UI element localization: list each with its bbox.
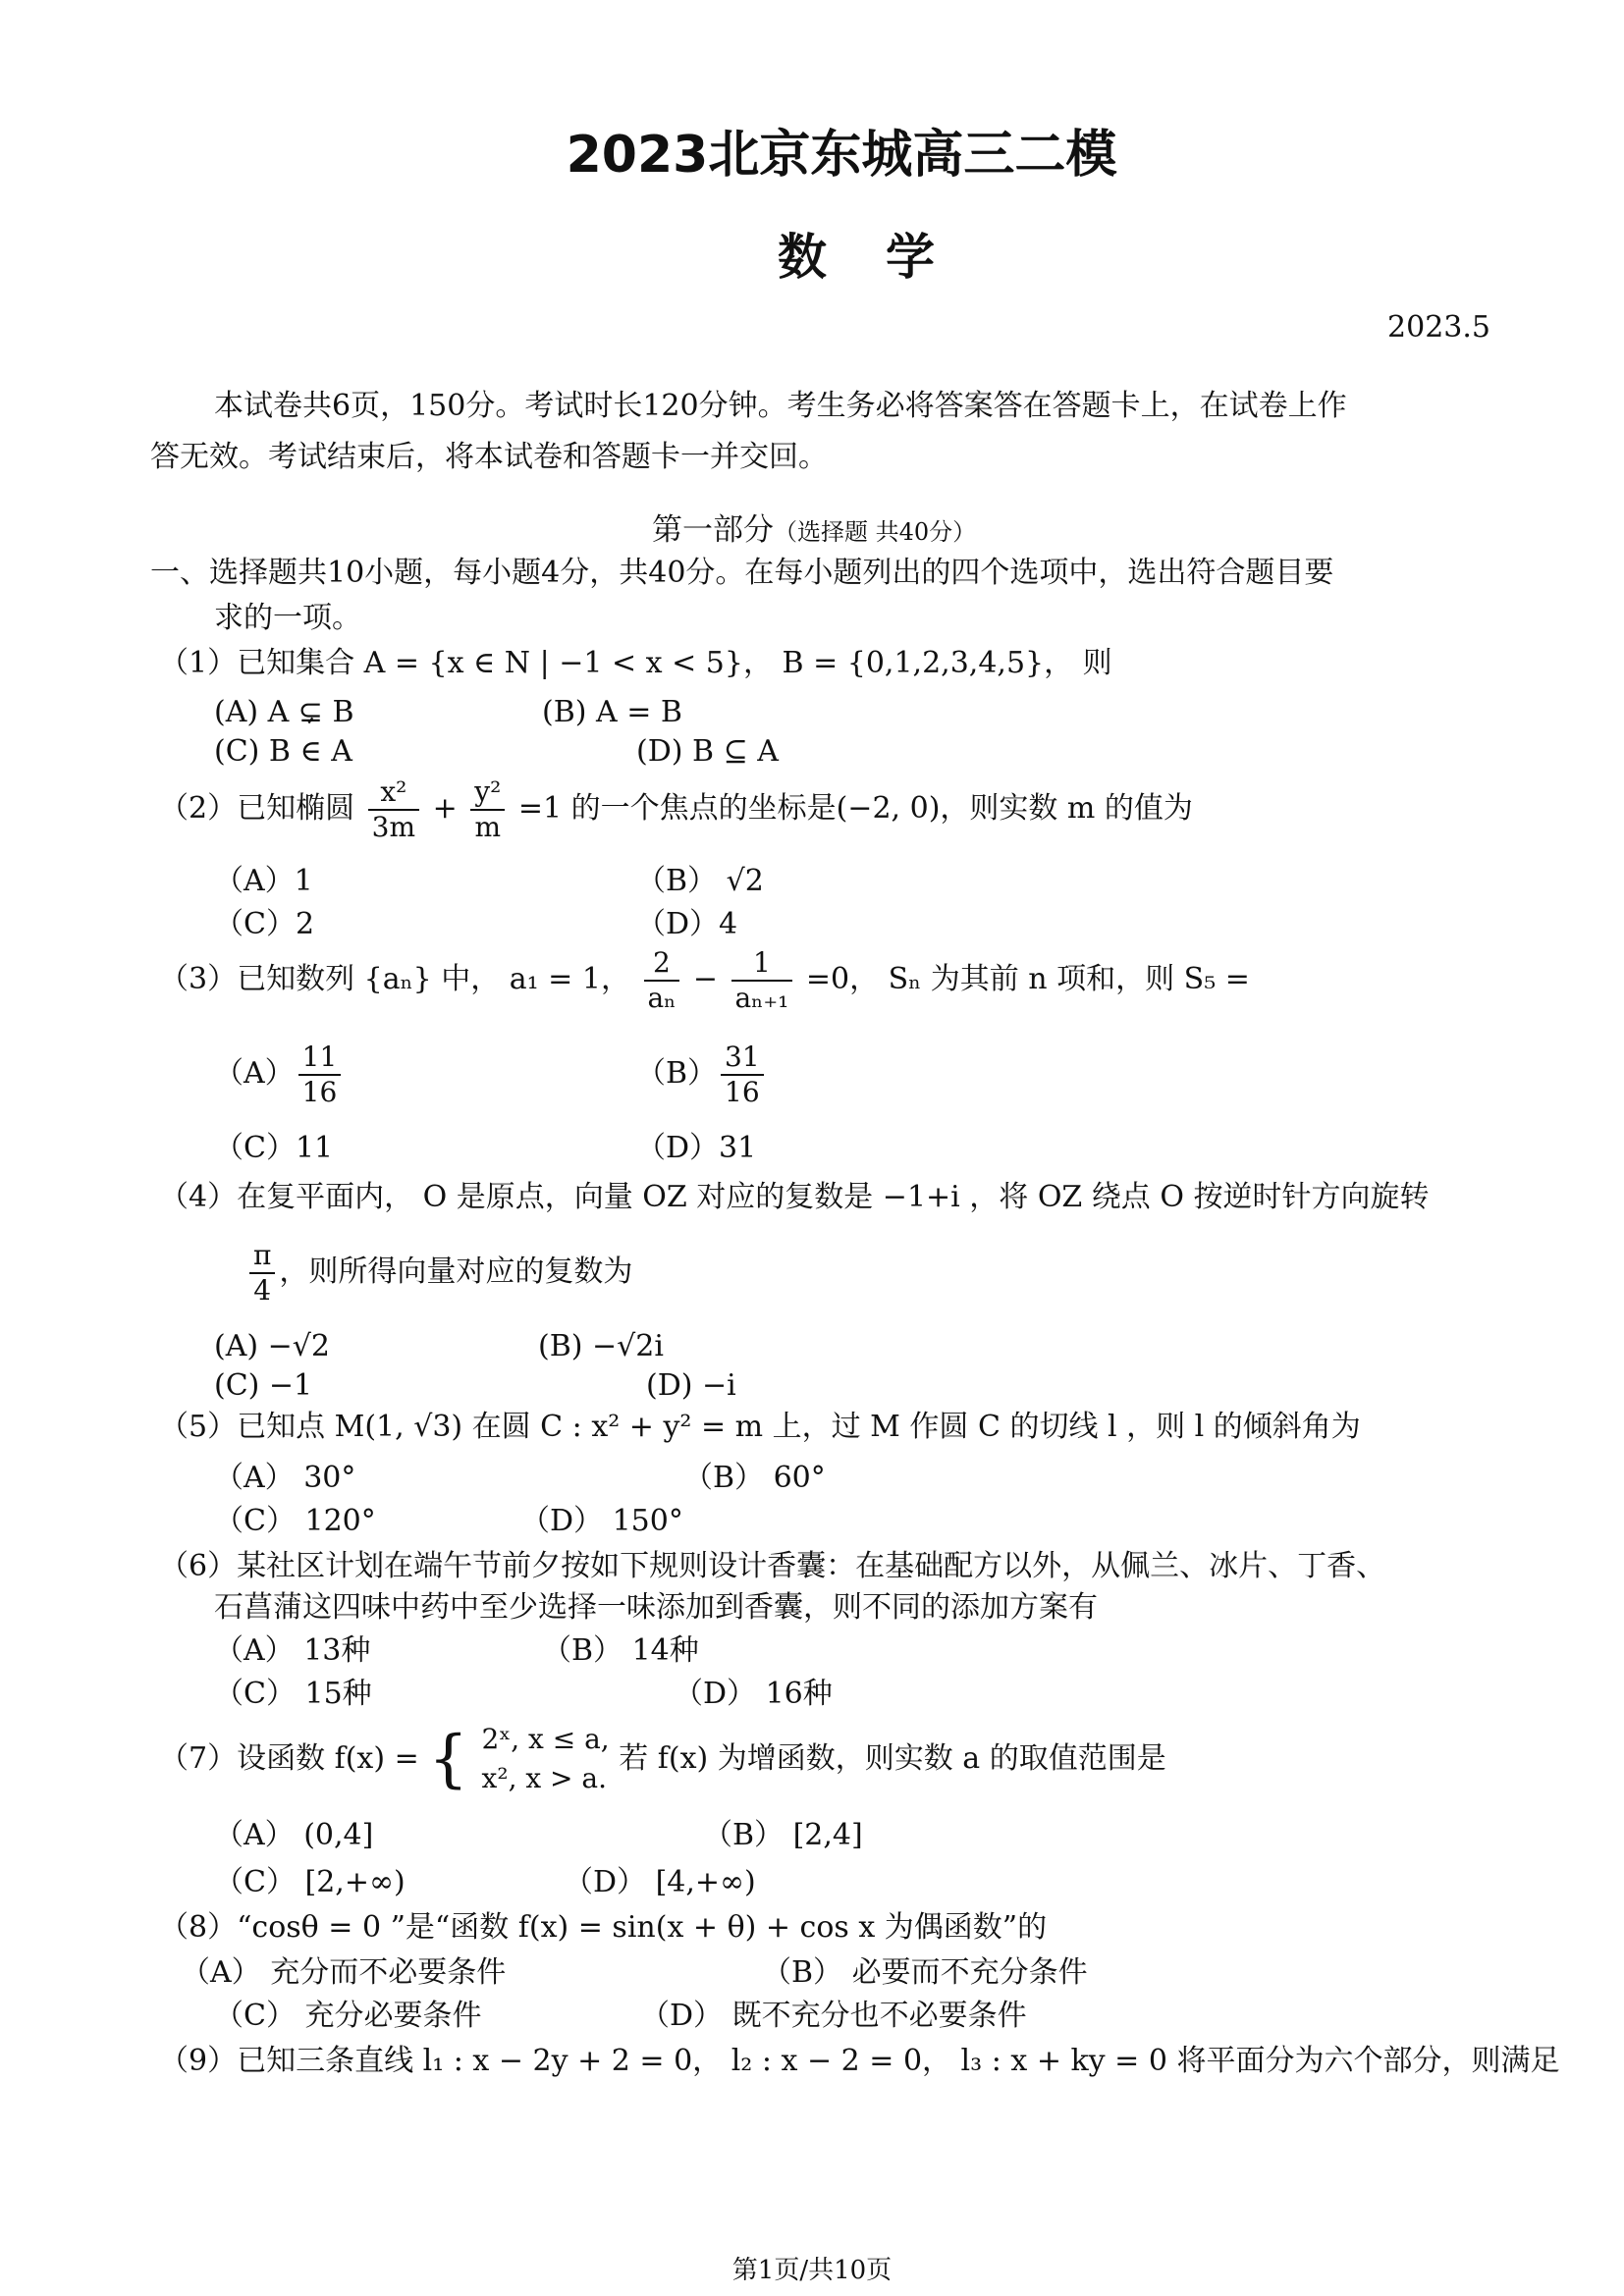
q2-f1-num: x² [368,775,419,811]
q4-stem-2-text: ，则所得向量对应的复数为 [279,1255,633,1289]
q6-option-b: （B） 14种 [542,1633,699,1668]
q3-option-b-fraction [721,1041,764,1109]
q2-option-a: （A）1 [214,864,313,898]
q4-f-num: π [249,1239,275,1274]
section-heading [652,505,976,549]
q2-option-c: （C）2 [214,907,315,941]
q2-option-b: （B） √2 [636,864,764,898]
section-note: （选择题 共40分） [774,518,977,546]
q7-option-b: （B） [2,4] [703,1818,863,1852]
q7-brace: { [428,1723,468,1795]
q4-option-b: (B) −√2i [538,1329,664,1363]
q1-option-b: (B) A = B [542,695,682,729]
q2-stem-post: =1 的一个焦点的坐标是(−2, 0)，则实数 m 的值为 [517,791,1193,826]
q3-minus: − [692,962,718,996]
q2-fraction-1 [368,775,419,844]
q3-f2-num: 1 [731,946,793,982]
q3-option-a-fraction [298,1041,342,1109]
intro-line-1: 本试卷共6页，150分。考试时长120分钟。考生务必将答案答在答题卡上，在试卷上作 [214,389,1347,423]
q8-option-b: （B） 必要而不充分条件 [762,1955,1088,1990]
q3-f2-den: aₙ₊₁ [734,982,789,1014]
q3-fraction-2 [731,946,793,1015]
q4-option-d: (D) −i [646,1368,736,1403]
q7-piece-2: x², x > a. [481,1762,608,1794]
intro-line-2: 答无效。考试结束后，将本试卷和答题卡一并交回。 [150,440,828,474]
q2-plus: + [432,791,458,826]
q6-stem-1: （6）某社区计划在端午节前夕按如下规则设计香囊：在基础配方以外，从佩兰、冰片、丁香、 [159,1549,1386,1583]
q5-stem: （5）已知点 M(1, √3) 在圆 C : x² + y² = m 上，过 M 作圆 C 的切线 l ，则 l 的倾斜角为 [159,1410,1361,1444]
q3-stem [159,946,1250,1015]
section-instruction-1: 一、选择题共10小题，每小题4分，共40分。在每小题列出的四个选项中，选出符合题目要 [150,556,1334,590]
q3-b-num: 31 [721,1041,764,1076]
q4-stem: （4）在复平面内， O 是原点，向量 OZ 对应的复数是 −1+i ，将 OZ 绕点 O 按逆时针方向旋转 [159,1180,1430,1214]
q1-stem: （1）已知集合 A = {x ∈ N | −1 < x < 5}， B = {0,1,2,3,4,5}， 则 [159,646,1112,680]
q4-fraction [249,1239,275,1308]
q2-f2-den: m [474,811,502,843]
q2-stem-pre: （2）已知椭圆 [159,791,355,826]
q3-f1-den: aₙ [647,982,677,1014]
q5-option-c: （C） 120° [214,1504,376,1538]
q7-stem [159,1720,1166,1798]
q7-piecewise [482,1720,610,1798]
q3-stem-post: =0， Sₙ 为其前 n 项和，则 S₅ = [805,962,1250,996]
q2-stem [159,775,1193,844]
q6-stem-2: 石菖蒲这四味中药中至少选择一味添加到香囊，则不同的添加方案有 [214,1590,1098,1625]
q3-option-b-label: （B） [636,1056,718,1091]
q3-f1-num: 2 [644,946,680,982]
q3-a-num: 11 [298,1041,342,1076]
q7-option-d: （D） [4,+∞) [564,1865,756,1899]
q2-fraction-2 [470,775,505,844]
section-instruction-2: 求的一项。 [214,601,361,635]
q1-option-a: (A) A ⊊ B [214,695,354,729]
exam-title: 2023北京东城高三二模 [566,126,1117,185]
q6-option-c: （C） 15种 [214,1677,372,1711]
q7-option-c: （C） [2,+∞) [214,1865,406,1899]
q8-stem: （8）“cosθ = 0 ”是“函数 f(x) = sin(x + θ) + cos x 为偶函数”的 [159,1910,1048,1945]
q3-option-d: （D）31 [636,1131,757,1165]
q7-stem-pre: （7）设函数 f(x) = [159,1741,419,1776]
page-footer: 第1页/共10页 [731,2256,893,2285]
q3-b-den: 16 [725,1076,760,1108]
q4-f-den: 4 [253,1274,272,1307]
q3-stem-pre: （3）已知数列 {aₙ} 中， a₁ = 1， [159,962,630,996]
q1-option-c: (C) B ∈ A [214,734,352,769]
q8-option-d: （D） 既不充分也不必要条件 [640,1999,1027,2033]
q3-fraction-1 [644,946,680,1015]
q8-option-c: （C） 充分必要条件 [214,1999,482,2033]
q5-option-a: （A） 30° [214,1461,356,1495]
q7-option-a: （A） (0,4] [214,1818,374,1852]
subject-title: 数学 [778,229,994,286]
q1-option-d: (D) B ⊆ A [636,734,779,769]
q7-stem-post: 若 f(x) 为增函数，则实数 a 的取值范围是 [619,1741,1166,1776]
q6-option-d: （D） 16种 [674,1677,833,1711]
section-title: 第一部分 [652,512,774,548]
q3-option-a-label: （A） [214,1056,295,1091]
q4-option-a: (A) −√2 [214,1329,330,1363]
q4-stem-2 [245,1239,632,1308]
q7-piece-1: 2ˣ, x ≤ a, [481,1723,610,1755]
q2-f2-num: y² [470,775,505,811]
q9-stem: （9）已知三条直线 l₁ : x − 2y + 2 = 0， l₂ : x − 2 = 0， l₃ : x + ky = 0 将平面分为六个部分，则满足 [159,2044,1560,2078]
exam-date: 2023.5 [1387,310,1490,345]
q6-option-a: （A） 13种 [214,1633,371,1668]
q5-option-d: （D） 150° [520,1504,683,1538]
q3-option-a [214,1041,345,1109]
q3-option-b [636,1041,768,1109]
q3-a-den: 16 [301,1076,338,1108]
q2-option-d: （D）4 [636,907,738,941]
q2-f1-den: 3m [371,811,416,843]
q4-option-c: (C) −1 [214,1368,313,1403]
q3-option-c: （C）11 [214,1131,334,1165]
q8-option-a: （A） 充分而不必要条件 [181,1955,507,1990]
q5-option-b: （B） 60° [683,1461,826,1495]
